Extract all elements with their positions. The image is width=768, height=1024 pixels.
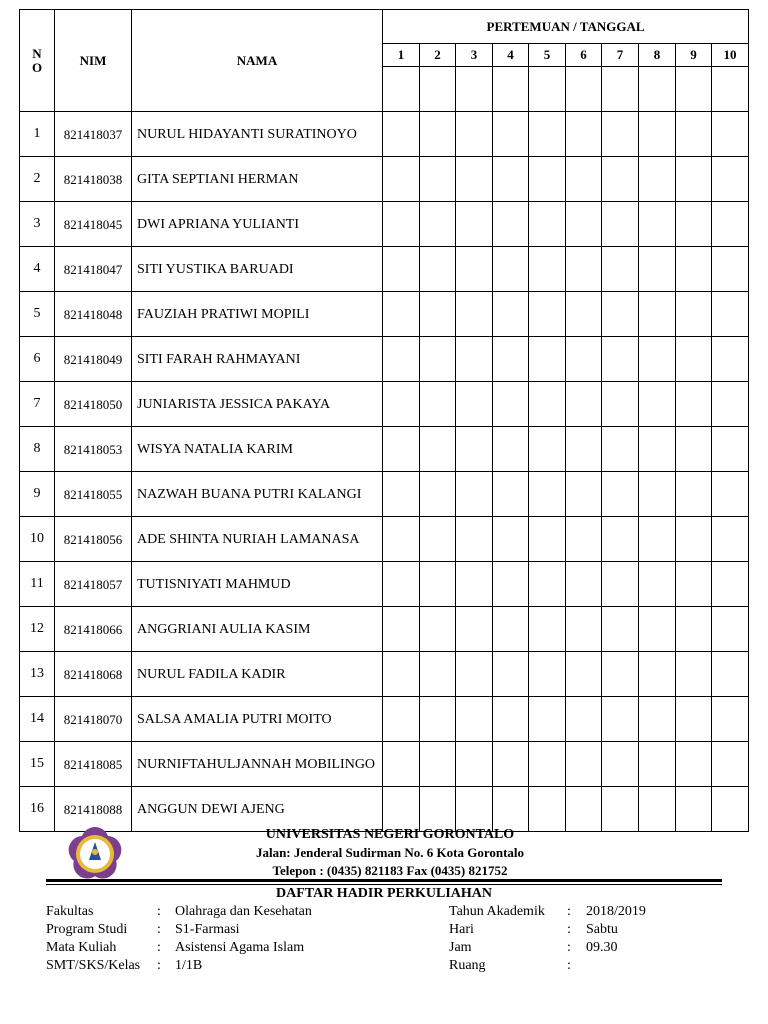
date-cell [676,67,712,112]
attendance-cell[interactable] [493,112,529,157]
attendance-cell[interactable] [383,202,420,247]
date-cell [639,67,676,112]
attendance-cell[interactable] [529,292,566,337]
attendance-cell[interactable] [676,112,712,157]
attendance-cell[interactable] [493,247,529,292]
meeting-number: 2 [420,44,456,67]
attendance-cell[interactable] [712,562,749,607]
row-number: 12 [20,607,55,652]
student-nim-cell [55,427,132,472]
info-value-fakultas: Olahraga dan Kesehatan [175,904,312,919]
attendance-cell[interactable] [493,607,529,652]
table-row [20,337,749,382]
attendance-cell[interactable] [712,472,749,517]
attendance-cell[interactable] [602,607,639,652]
attendance-cell[interactable] [456,742,493,787]
attendance-cell[interactable] [712,337,749,382]
info-colon: : [567,904,571,919]
header-nama: NAMA [132,10,383,112]
attendance-cell[interactable] [383,337,420,382]
attendance-cell[interactable] [712,697,749,742]
attendance-cell[interactable] [639,427,676,472]
attendance-cell[interactable] [420,652,456,697]
document-title: DAFTAR HADIR PERKULIAHAN [276,886,492,901]
attendance-cell[interactable] [639,112,676,157]
attendance-cell[interactable] [712,652,749,697]
attendance-cell[interactable] [456,112,493,157]
attendance-cell[interactable] [493,472,529,517]
attendance-cell[interactable] [639,652,676,697]
attendance-cell[interactable] [712,382,749,427]
student-nim: 821418050 [63,396,123,412]
attendance-cell[interactable] [676,292,712,337]
attendance-cell[interactable] [493,787,529,832]
attendance-cell[interactable] [383,427,420,472]
student-nim-cell [55,652,132,697]
table-row [20,787,749,832]
attendance-cell[interactable] [383,247,420,292]
meeting-number: 9 [676,44,712,67]
attendance-cell[interactable] [420,427,456,472]
student-nim: 821418048 [63,306,123,322]
attendance-cell[interactable] [420,607,456,652]
attendance-cell[interactable] [602,697,639,742]
meeting-number: 1 [383,44,420,67]
attendance-cell[interactable] [529,742,566,787]
university-name: UNIVERSITAS NEGERI GORONTALO [265,827,515,842]
attendance-cell[interactable] [529,247,566,292]
attendance-cell[interactable] [529,382,566,427]
attendance-cell[interactable] [712,157,749,202]
attendance-cell[interactable] [676,607,712,652]
attendance-cell[interactable] [383,787,420,832]
attendance-cell[interactable] [639,517,676,562]
attendance-cell[interactable] [383,112,420,157]
student-nim: 821418049 [63,351,123,367]
attendance-cell[interactable] [676,742,712,787]
student-nim: 821418055 [63,486,123,502]
attendance-cell[interactable] [639,157,676,202]
student-nim: 821418038 [63,171,123,187]
info-label-tahun-akademik: Tahun Akademik [449,904,545,919]
student-nim: 821418070 [63,711,123,727]
attendance-cell[interactable] [566,202,602,247]
attendance-cell[interactable] [639,697,676,742]
table-row [20,517,749,562]
attendance-cell[interactable] [420,382,456,427]
attendance-cell[interactable] [602,112,639,157]
attendance-cell[interactable] [493,382,529,427]
attendance-cell[interactable] [493,652,529,697]
info-label-smt-sks-kelas: SMT/SKS/Kelas [46,958,141,973]
student-name: TUTISNIYATI MAHMUD [132,562,383,607]
attendance-cell[interactable] [566,157,602,202]
attendance-cell[interactable] [676,427,712,472]
attendance-cell[interactable] [420,292,456,337]
attendance-cell[interactable] [566,562,602,607]
student-nim-cell [55,742,132,787]
info-value-jam: 09.30 [586,940,618,955]
attendance-cell[interactable] [566,112,602,157]
attendance-cell[interactable] [602,427,639,472]
attendance-cell[interactable] [529,157,566,202]
student-nim-cell [55,607,132,652]
attendance-cell[interactable] [602,562,639,607]
attendance-cell[interactable] [529,427,566,472]
table-row [20,607,749,652]
attendance-cell[interactable] [383,292,420,337]
attendance-cell[interactable] [676,202,712,247]
row-number: 9 [20,472,55,517]
info-colon: : [157,904,161,919]
attendance-cell[interactable] [602,517,639,562]
info-label-ruang: Ruang [449,958,486,973]
attendance-cell[interactable] [493,742,529,787]
attendance-cell[interactable] [420,247,456,292]
info-colon: : [567,922,571,937]
student-name: NURUL FADILA KADIR [132,652,383,697]
table-row [20,112,749,157]
header-no [20,10,55,112]
attendance-cell[interactable] [456,202,493,247]
student-nim: 821418053 [63,441,123,457]
attendance-cell[interactable] [456,517,493,562]
attendance-cell[interactable] [676,472,712,517]
attendance-rows [20,112,749,832]
student-name: DWI APRIANA YULIANTI [132,202,383,247]
attendance-cell[interactable] [602,292,639,337]
attendance-cell[interactable] [566,697,602,742]
meeting-number: 5 [529,44,566,67]
row-number: 11 [20,562,55,607]
attendance-cell[interactable] [529,517,566,562]
attendance-cell[interactable] [529,787,566,832]
row-number: 10 [20,517,55,562]
attendance-cell[interactable] [493,157,529,202]
attendance-cell[interactable] [456,562,493,607]
attendance-cell[interactable] [529,652,566,697]
attendance-cell[interactable] [566,247,602,292]
attendance-cell[interactable] [712,202,749,247]
attendance-cell[interactable] [456,697,493,742]
attendance-cell[interactable] [602,742,639,787]
student-name: JUNIARISTA JESSICA PAKAYA [132,382,383,427]
attendance-cell[interactable] [566,787,602,832]
date-cell [383,67,420,112]
student-name: SITI YUSTIKA BARUADI [132,247,383,292]
table-row [20,697,749,742]
info-colon: : [157,958,161,973]
row-number: 3 [20,202,55,247]
attendance-cell[interactable] [493,292,529,337]
row-number: 5 [20,292,55,337]
student-nim: 821418045 [63,216,123,232]
attendance-cell[interactable] [456,157,493,202]
attendance-cell[interactable] [676,652,712,697]
attendance-cell[interactable] [456,337,493,382]
meeting-number: 4 [493,44,529,67]
attendance-cell[interactable] [529,697,566,742]
row-number: 14 [20,697,55,742]
attendance-table [19,9,749,832]
attendance-cell[interactable] [712,787,749,832]
attendance-cell[interactable] [712,112,749,157]
header-no-label: N O [31,45,43,75]
attendance-cell[interactable] [383,517,420,562]
student-name: ANGGUN DEWI AJENG [132,787,383,832]
student-name: NAZWAH BUANA PUTRI KALANGI [132,472,383,517]
student-nim: 821418085 [63,756,123,772]
row-number: 16 [20,787,55,832]
meeting-number: 7 [602,44,639,67]
meeting-number: 10 [712,44,749,67]
attendance-cell[interactable] [639,562,676,607]
student-nim-cell [55,157,132,202]
student-name: ADE SHINTA NURIAH LAMANASA [132,517,383,562]
student-nim: 821418037 [63,126,123,142]
attendance-cell[interactable] [602,787,639,832]
student-nim-cell [55,112,132,157]
date-cell [493,67,529,112]
attendance-cell[interactable] [456,292,493,337]
table-row [20,247,749,292]
attendance-cell[interactable] [383,157,420,202]
student-nim-cell [55,787,132,832]
attendance-cell[interactable] [493,337,529,382]
date-cell [566,67,602,112]
info-value-tahun-akademik: 2018/2019 [586,904,646,919]
attendance-cell[interactable] [420,472,456,517]
table-row [20,292,749,337]
attendance-cell[interactable] [493,517,529,562]
attendance-cell[interactable] [639,472,676,517]
table-row [20,652,749,697]
attendance-cell[interactable] [712,517,749,562]
student-nim: 821418056 [63,531,123,547]
date-cell [529,67,566,112]
university-phone: Telepon : (0435) 821183 Fax (0435) 821752 [272,863,508,878]
info-colon: : [567,958,571,973]
table-row [20,472,749,517]
row-number: 2 [20,157,55,202]
attendance-cell[interactable] [566,337,602,382]
attendance-cell[interactable] [493,427,529,472]
divider-thick [46,879,722,882]
attendance-cell[interactable] [602,652,639,697]
attendance-cell[interactable] [493,562,529,607]
attendance-cell[interactable] [676,247,712,292]
student-nim-cell [55,202,132,247]
attendance-cell[interactable] [602,202,639,247]
row-number: 7 [20,382,55,427]
student-nim: 821418088 [63,801,123,817]
attendance-cell[interactable] [383,562,420,607]
info-colon: : [157,940,161,955]
attendance-cell[interactable] [639,382,676,427]
attendance-cell[interactable] [529,607,566,652]
attendance-cell[interactable] [639,202,676,247]
student-name: NURNIFTAHULJANNAH MOBILINGO [132,742,383,787]
attendance-cell[interactable] [712,607,749,652]
attendance-cell[interactable] [529,472,566,517]
student-nim-cell [55,292,132,337]
student-nim-cell [55,472,132,517]
student-nim: 821418066 [63,621,123,637]
student-name: ANGGRIANI AULIA KASIM [132,607,383,652]
student-nim: 821418068 [63,666,123,682]
student-nim-cell [55,517,132,562]
attendance-cell[interactable] [420,337,456,382]
attendance-cell[interactable] [420,787,456,832]
info-label-fakultas: Fakultas [46,904,94,919]
table-row [20,157,749,202]
attendance-cell[interactable] [456,607,493,652]
attendance-cell[interactable] [639,292,676,337]
attendance-cell[interactable] [383,607,420,652]
attendance-cell[interactable] [529,562,566,607]
meeting-number: 3 [456,44,493,67]
attendance-cell[interactable] [639,607,676,652]
info-label-mata-kuliah: Mata Kuliah [46,940,117,955]
meeting-number: 6 [566,44,602,67]
student-nim: 821418057 [63,576,123,592]
attendance-cell[interactable] [602,247,639,292]
table-row [20,427,749,472]
attendance-cell[interactable] [566,742,602,787]
table-row [20,202,749,247]
info-label-program-studi: Program Studi [46,922,128,937]
date-cell [712,67,749,112]
attendance-cell[interactable] [676,382,712,427]
attendance-cell[interactable] [383,382,420,427]
student-name: FAUZIAH PRATIWI MOPILI [132,292,383,337]
attendance-cell[interactable] [639,247,676,292]
student-name: WISYA NATALIA KARIM [132,427,383,472]
student-nim: 821418047 [63,261,123,277]
info-value-hari: Sabtu [586,922,618,937]
info-value-smt-sks-kelas: 1/1B [175,958,203,973]
info-value-program-studi: S1-Farmasi [175,922,240,937]
attendance-cell[interactable] [602,472,639,517]
student-nim-cell [55,697,132,742]
row-number: 1 [20,112,55,157]
attendance-cell[interactable] [712,292,749,337]
attendance-cell[interactable] [420,157,456,202]
student-nim-cell [55,562,132,607]
attendance-cell[interactable] [712,247,749,292]
date-cell [602,67,639,112]
attendance-cell[interactable] [420,697,456,742]
attendance-cell[interactable] [529,112,566,157]
attendance-cell[interactable] [639,787,676,832]
attendance-cell[interactable] [529,337,566,382]
attendance-cell[interactable] [602,337,639,382]
attendance-cell[interactable] [602,157,639,202]
attendance-cell[interactable] [602,382,639,427]
attendance-cell[interactable] [420,517,456,562]
attendance-cell[interactable] [676,697,712,742]
student-name: SITI FARAH RAHMAYANI [132,337,383,382]
table-row [20,562,749,607]
table-row [20,382,749,427]
attendance-cell[interactable] [676,157,712,202]
row-number: 15 [20,742,55,787]
student-nim-cell [55,382,132,427]
student-name: NURUL HIDAYANTI SURATINOYO [132,112,383,157]
attendance-cell[interactable] [420,112,456,157]
row-number: 6 [20,337,55,382]
attendance-cell[interactable] [383,472,420,517]
university-address: Jalan: Jenderal Sudirman No. 6 Kota Gorontalo [255,845,525,860]
attendance-cell[interactable] [493,697,529,742]
header-nim: NIM [55,10,132,112]
attendance-cell[interactable] [456,382,493,427]
attendance-cell[interactable] [639,742,676,787]
attendance-cell[interactable] [566,292,602,337]
attendance-cell[interactable] [676,787,712,832]
attendance-cell[interactable] [383,697,420,742]
attendance-cell[interactable] [566,382,602,427]
date-cell [456,67,493,112]
attendance-cell[interactable] [420,202,456,247]
attendance-cell[interactable] [456,787,493,832]
attendance-cell[interactable] [566,652,602,697]
info-label-jam: Jam [449,940,472,955]
row-number: 13 [20,652,55,697]
attendance-cell[interactable] [566,607,602,652]
attendance-cell[interactable] [493,202,529,247]
info-colon: : [157,922,161,937]
divider-thin [46,884,722,885]
attendance-cell[interactable] [420,742,456,787]
attendance-cell[interactable] [456,247,493,292]
attendance-cell[interactable] [676,517,712,562]
attendance-cell[interactable] [566,472,602,517]
info-colon: : [567,940,571,955]
attendance-cell[interactable] [456,472,493,517]
student-nim-cell [55,247,132,292]
date-cell [420,67,456,112]
attendance-cell[interactable] [676,562,712,607]
header-pertemuan: PERTEMUAN / TANGGAL [383,10,749,44]
attendance-cell[interactable] [566,517,602,562]
info-value-mata-kuliah: Asistensi Agama Islam [175,940,305,955]
student-name: SALSA AMALIA PUTRI MOITO [132,697,383,742]
row-number: 4 [20,247,55,292]
attendance-cell[interactable] [639,337,676,382]
attendance-cell[interactable] [676,337,712,382]
attendance-cell[interactable] [712,427,749,472]
student-nim-cell [55,337,132,382]
attendance-cell[interactable] [712,742,749,787]
row-number: 8 [20,427,55,472]
table-row [20,742,749,787]
attendance-cell[interactable] [456,652,493,697]
attendance-cell[interactable] [529,202,566,247]
meeting-number: 8 [639,44,676,67]
attendance-cell[interactable] [420,562,456,607]
student-name: GITA SEPTIANI HERMAN [132,157,383,202]
attendance-cell[interactable] [383,742,420,787]
info-label-hari: Hari [449,922,474,937]
attendance-cell[interactable] [456,427,493,472]
attendance-cell[interactable] [566,427,602,472]
university-logo [63,826,127,882]
attendance-cell[interactable] [383,652,420,697]
